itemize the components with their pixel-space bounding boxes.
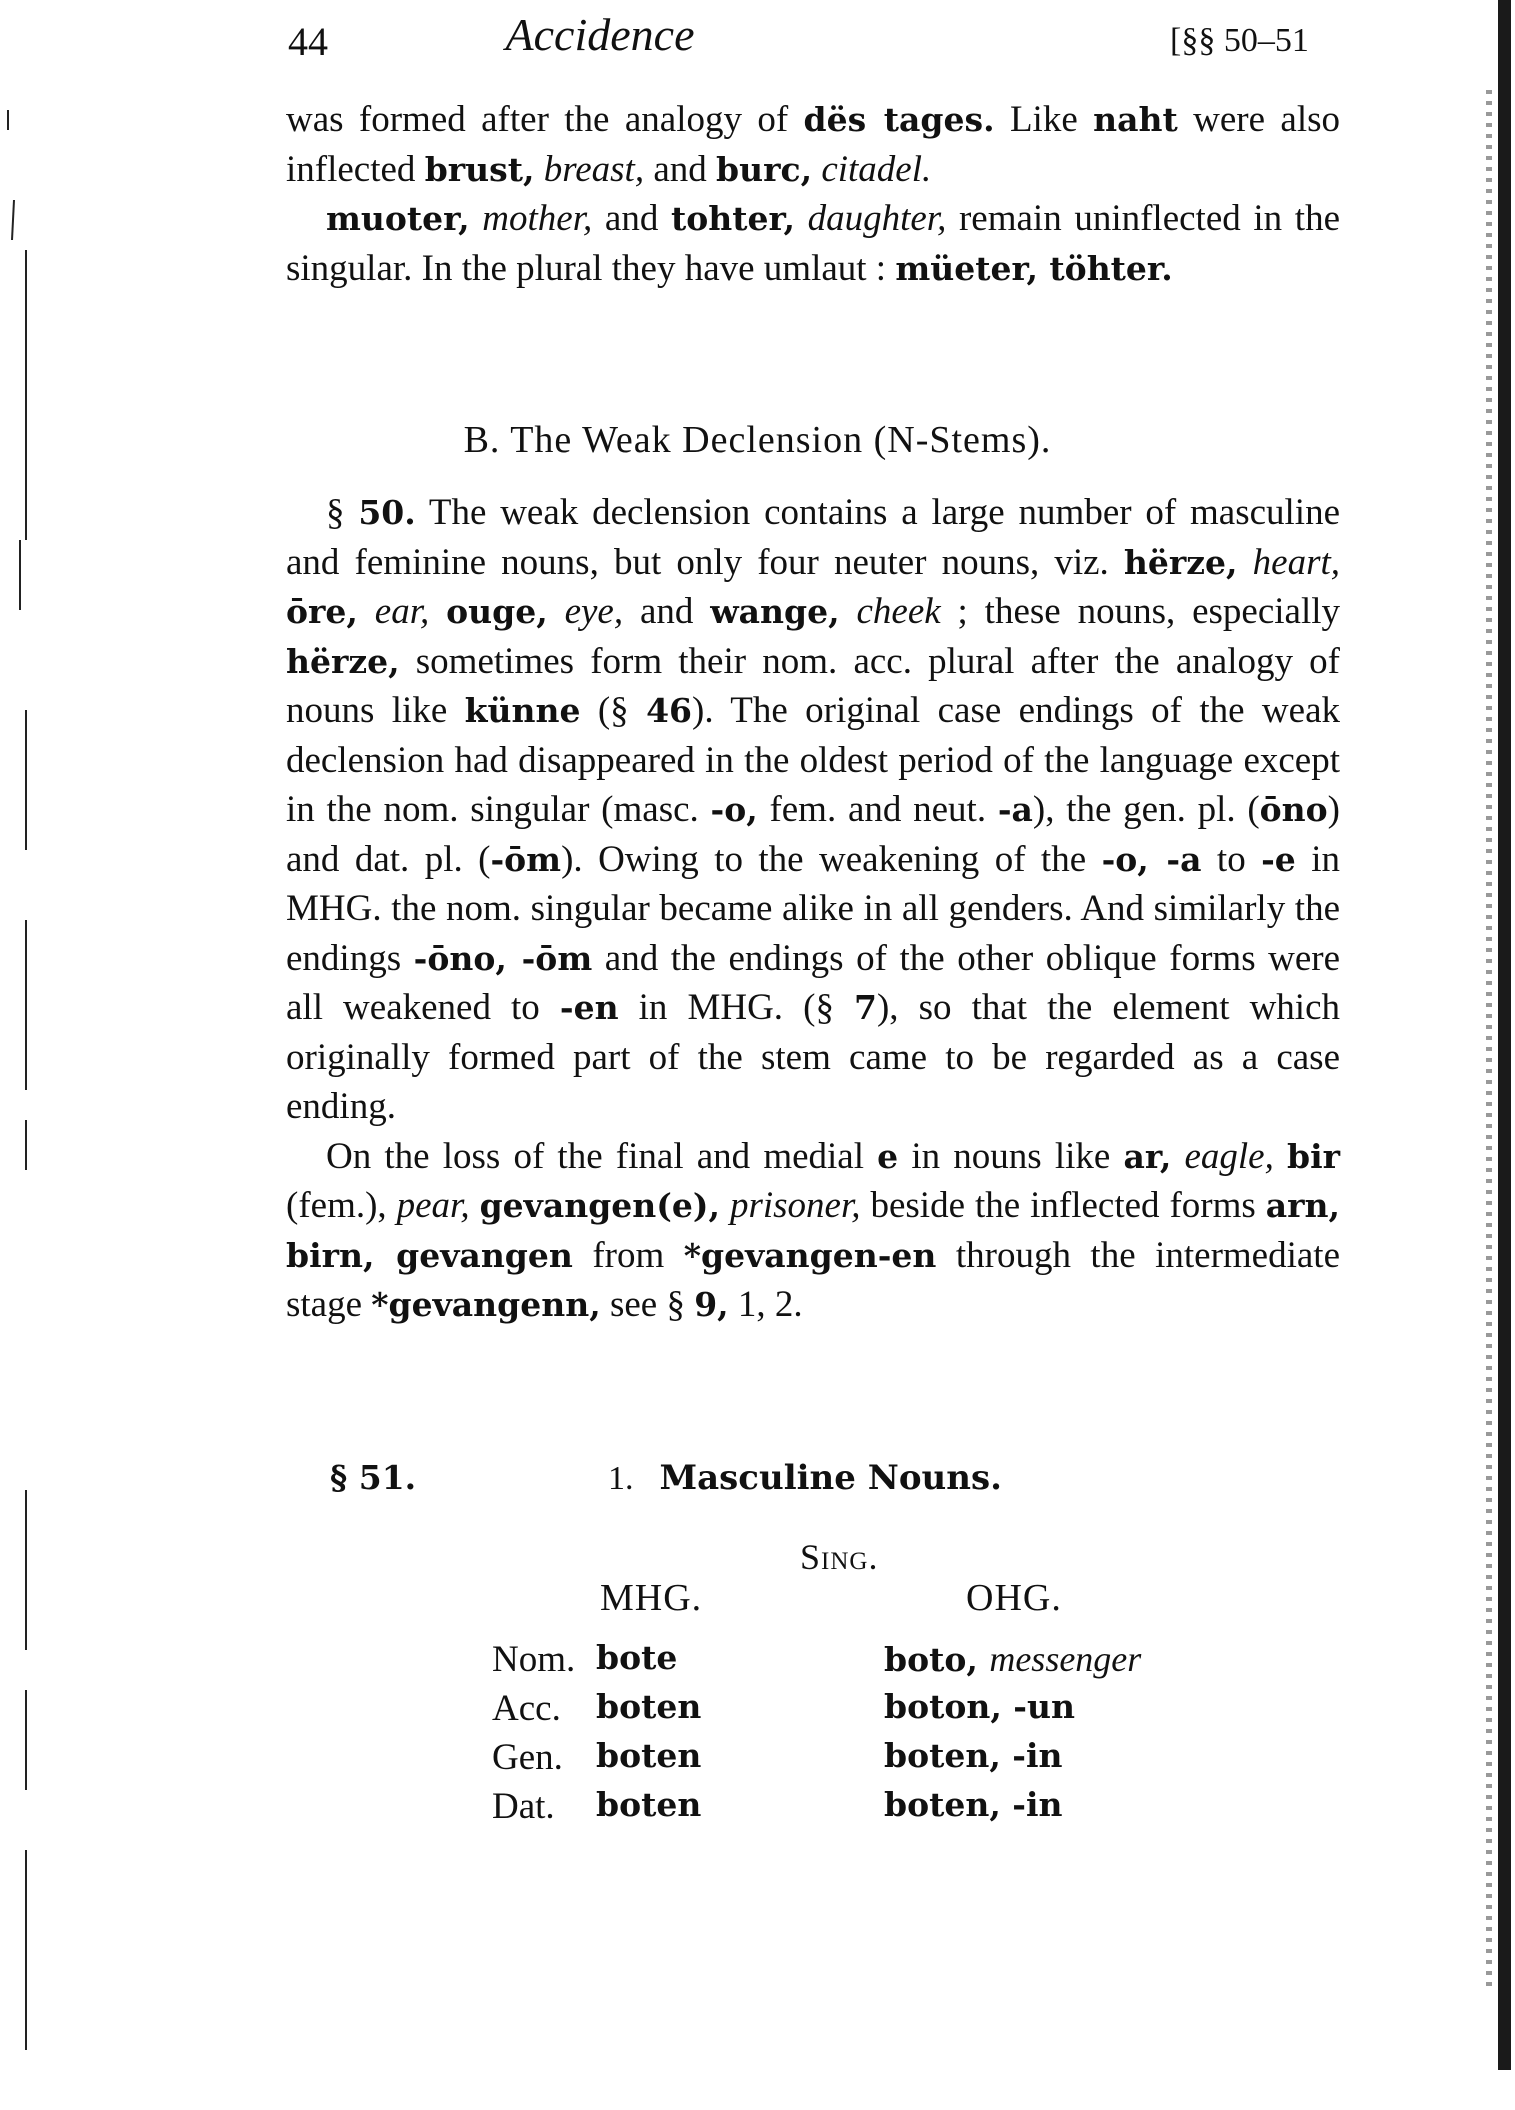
text-run: fem. and neut. <box>757 789 998 830</box>
bold-term: 46 <box>646 691 692 730</box>
text-run: On the loss of the final and medial <box>326 1135 878 1177</box>
italic-gloss: cheek <box>856 591 941 632</box>
text-run: from <box>572 1234 684 1276</box>
bold-term: ōre, <box>286 592 358 631</box>
case-label: Acc. <box>492 1688 561 1729</box>
bold-term: -a <box>997 790 1033 829</box>
text-run <box>534 149 543 190</box>
bold-term: hërze, <box>286 641 400 681</box>
bold-term: burc, <box>716 149 813 189</box>
italic-gloss: prisoner, <box>729 1185 861 1226</box>
bold-term: -e <box>1261 839 1296 879</box>
text-run <box>840 591 857 632</box>
scan-margin-marks <box>0 90 40 2090</box>
text-run: ), the gen. pl. ( <box>1032 789 1260 830</box>
text-run: ) and dat. pl. ( <box>286 789 1340 880</box>
bold-term: arn, birn, gevangen <box>286 1186 1341 1275</box>
bold-term: -o, <box>710 790 758 829</box>
text-run <box>470 1185 480 1226</box>
bold-term: dës tages. <box>803 100 995 139</box>
bold-term: *gevangenn, <box>371 1285 601 1324</box>
ohg-form: boton, -un <box>884 1687 1075 1726</box>
section-range: [§§ 50–51 <box>1170 22 1309 59</box>
text-run <box>1274 1136 1287 1177</box>
ohg-form-cell <box>884 1638 1141 1680</box>
paragraph-continued <box>286 95 1340 194</box>
text-run: ), so that the element which originally formed part of the stem came to be regarded as a case ending. <box>286 987 1340 1127</box>
bold-term: 9, <box>694 1285 729 1324</box>
italic-gloss: mother, <box>482 198 593 239</box>
text-run: ). Owing to the weakening of the <box>561 838 1102 880</box>
bold-term: -ōno, -ōm <box>413 938 593 978</box>
text-run <box>1171 1136 1184 1177</box>
section-51-number: § 51. <box>330 1458 417 1497</box>
bold-term: ar, <box>1123 1136 1172 1176</box>
bold-term: -o, -a <box>1101 839 1202 879</box>
text-run: was formed after the analogy of <box>286 99 804 140</box>
bold-term: -en <box>559 988 619 1027</box>
page-number: 44 <box>288 19 328 64</box>
text-run: remain uninflected in the singular. In the plural they have umlaut : <box>286 198 1341 289</box>
text-run: in MHG. the nom. singular became alike in all genders. And similarly the endings <box>286 838 1341 979</box>
section-51-roman: 1. <box>608 1460 634 1497</box>
text-run: § <box>326 492 359 533</box>
scan-binding-shadow <box>1486 90 1492 1990</box>
text-run: through the intermediate stage <box>286 1234 1340 1325</box>
text-run: (§ <box>580 690 647 731</box>
text-run: Like <box>994 99 1094 140</box>
mhg-form: bote <box>596 1638 678 1677</box>
text-run: sometimes form their nom. acc. plural after the analogy of nouns like <box>286 640 1340 731</box>
bold-term: brust, <box>424 149 535 189</box>
bold-term: ouge, <box>446 592 548 631</box>
text-run: and <box>644 148 717 190</box>
section-heading-weak-declension: B. The Weak Declension (N-Stems). <box>463 419 1052 461</box>
text-run: and <box>623 591 711 632</box>
bold-term: hërze, <box>1123 542 1238 582</box>
text-run <box>795 198 808 239</box>
paradigm-column-mhg: MHG. <box>600 1577 703 1619</box>
mhg-form: boten <box>596 1687 702 1726</box>
text-run: ). The original case endings of the weak declension had disappeared in the oldest period of the language except in the nom. singular (masc. <box>286 690 1340 830</box>
italic-gloss: daughter, <box>807 198 947 239</box>
text-run <box>358 591 375 632</box>
text-run: ; these nouns, especially <box>940 591 1341 632</box>
italic-gloss: breast, <box>543 148 645 190</box>
text-run: The weak declension contains a large number of masculine and feminine nouns, but only four neuter nouns, viz. <box>286 492 1341 583</box>
text-run: and <box>592 198 671 239</box>
text-run <box>429 591 446 632</box>
case-label: Gen. <box>492 1737 563 1778</box>
section-51-title <box>608 1458 1002 1498</box>
text-run: in nouns like <box>898 1135 1124 1177</box>
mhg-form: boten <box>596 1736 702 1775</box>
paragraph-section-50 <box>286 488 1340 1132</box>
text-run <box>720 1185 730 1226</box>
bold-term: muoter, <box>326 199 470 238</box>
scan-binding-edge <box>1498 0 1511 2070</box>
italic-gloss: ear, <box>374 591 430 632</box>
paragraph-muoter <box>286 194 1340 293</box>
bold-term: gevangen(e), <box>479 1186 720 1225</box>
bold-term: 50. <box>358 493 416 532</box>
bold-term: ōno <box>1259 790 1328 829</box>
text-run: 1, 2. <box>728 1284 803 1325</box>
text-run: in MHG. (§ <box>618 987 855 1028</box>
italic-gloss: citadel. <box>821 148 932 190</box>
bold-term: naht <box>1093 100 1178 139</box>
ohg-form-cell <box>884 1785 1063 1824</box>
ohg-form: boten, -in <box>884 1785 1063 1824</box>
text-run: and the endings of the other oblique forms were all weakened to <box>286 937 1341 1028</box>
ohg-form-cell <box>884 1736 1063 1775</box>
bold-term: bir <box>1287 1136 1340 1176</box>
ohg-form: boten, -in <box>884 1736 1063 1775</box>
paradigm-number-label: Sing. <box>800 1537 879 1577</box>
case-label: Nom. <box>492 1639 576 1680</box>
running-title: Accidence <box>505 9 695 60</box>
text-run: (fem.), <box>286 1185 397 1226</box>
case-label: Dat. <box>492 1786 555 1827</box>
italic-gloss: heart, <box>1252 541 1341 583</box>
gloss: messenger <box>989 1639 1142 1679</box>
bold-term: -ōm <box>490 839 562 879</box>
ohg-form-cell <box>884 1687 1075 1726</box>
italic-gloss: eagle, <box>1184 1135 1274 1177</box>
text-run: see § <box>600 1284 695 1325</box>
ohg-form: boto, <box>884 1640 978 1679</box>
text-run <box>1238 542 1253 583</box>
text-block-section-50 <box>286 488 1340 1330</box>
bold-term: 7 <box>854 988 877 1027</box>
italic-gloss: pear, <box>396 1185 470 1226</box>
text-block-continued <box>286 95 1340 293</box>
text-run <box>470 198 483 239</box>
bold-term: e <box>877 1136 899 1176</box>
text-run: were also inflected <box>286 99 1340 190</box>
paradigm-column-ohg: OHG. <box>966 1577 1062 1619</box>
text-run: to <box>1201 838 1262 880</box>
bold-term: tohter, <box>670 199 795 238</box>
text-run <box>812 149 821 190</box>
text-run: beside the inflected forms <box>860 1185 1266 1226</box>
bold-term: müeter, töhter. <box>895 248 1173 288</box>
bold-term: *gevangen-en <box>683 1235 937 1275</box>
italic-gloss: eye, <box>564 591 624 632</box>
bold-term: wange, <box>710 592 840 631</box>
section-51-title-text: Masculine Nouns. <box>659 1458 1002 1498</box>
mhg-form: boten <box>596 1785 702 1824</box>
text-run <box>548 591 565 632</box>
paragraph-loss-of-e <box>286 1132 1340 1330</box>
bold-term: künne <box>464 691 581 730</box>
